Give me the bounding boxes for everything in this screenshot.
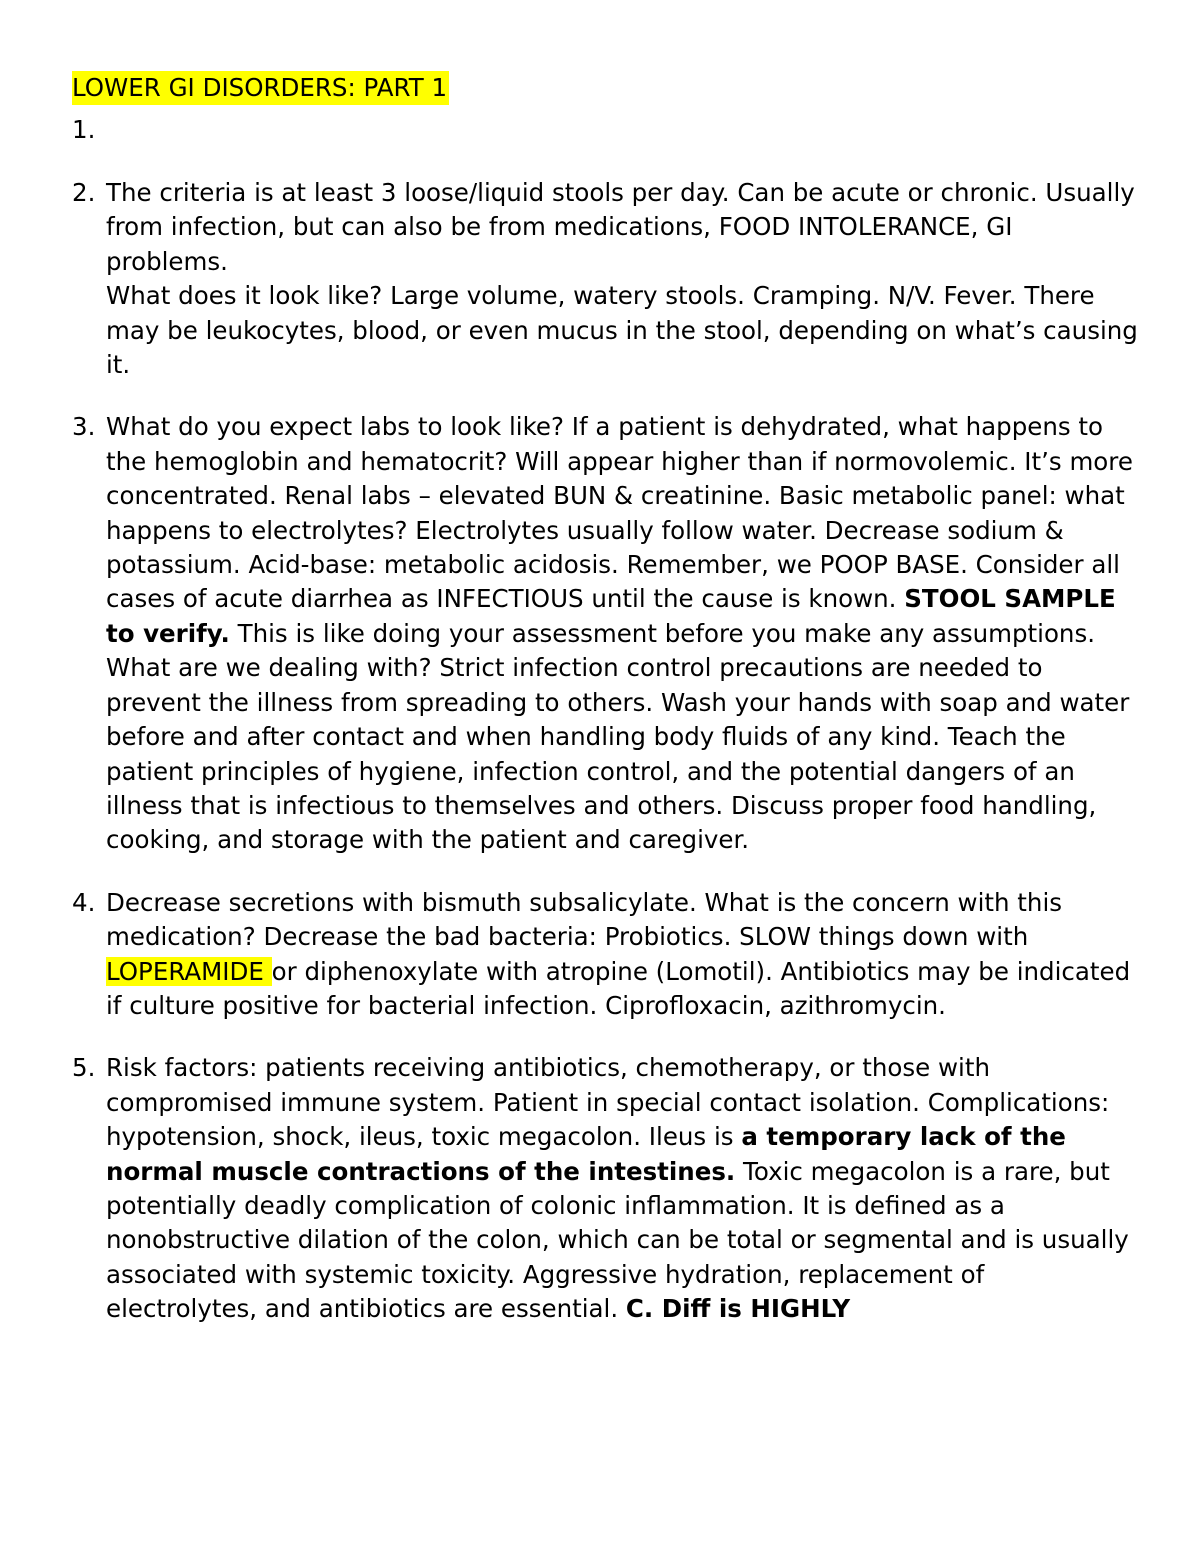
bold-text: C. Diff is HIGHLY — [625, 1294, 851, 1324]
highlighted-text: LOPERAMIDE — [106, 956, 272, 986]
list-item-number: 4. — [72, 887, 96, 917]
document-title: LOWER GI DISORDERS: PART 1 — [72, 71, 449, 105]
numbered-list — [72, 113, 1140, 1327]
text-run: Risk factors: patients receiving antibiotics, chemotherapy, or those with compromised immune system. Patient in special contact isolation. Complications: hypotension, shock, ileus, toxic megacolon. Ileus is — [106, 1053, 1110, 1152]
text-run: or diphenoxylate with atropine (Lomotil). Antibiotics may be indicated if culture positive for bacterial infection. Ciprofloxacin, azithromycin. — [106, 956, 1131, 1020]
list-item-paragraph — [106, 410, 1140, 857]
list-item-number: 3. — [72, 412, 96, 442]
list-item-paragraph — [106, 1051, 1140, 1326]
bold-text: STOOL SAMPLE to verify. — [106, 584, 1116, 648]
list-item-number: 2. — [72, 178, 96, 207]
list-item — [72, 176, 1140, 382]
list-item-paragraph — [106, 886, 1140, 1024]
list-item-number: 5. — [72, 1053, 96, 1083]
list-item — [72, 113, 1140, 147]
list-item — [72, 410, 1140, 857]
list-item — [72, 886, 1140, 1024]
text-run: What does it look like? Large volume, watery stools. Cramping. N/V. Fever. There may be leukocytes, blood, or even mucus in the stool, depending on what’s causing it. — [106, 281, 1138, 380]
text-run: Decrease secretions with bismuth subsalicylate. What is the concern with this medication? Decrease the bad bacteria: Probiotics. SLOW things down with — [106, 887, 1063, 952]
list-item — [72, 1051, 1140, 1326]
text-run: What do you expect labs to look like? If a patient is dehydrated, what happens to the hemoglobin and hematocrit? Will appear higher than if normovolemic. It’s more concentrated. Renal labs – elevated BUN & creatinine. Basic metabolic panel: what happens to electrolytes? Electrolytes usually follow water. Decrease sodium & potassium. Acid-base: metabolic acidosis. Remember, we POOP BASE. Consider all cases of acute diarrhea as INFECTIOUS until the cause is known. — [106, 412, 1133, 614]
list-item-number: 1. — [72, 115, 96, 144]
text-run: The criteria is at least 3 loose/liquid stools per day. Can be acute or chronic. Usually from infection, but can also be from medications, FOOD INTOLERANCE, GI problems. — [106, 178, 1135, 276]
list-item-paragraph — [106, 176, 1140, 279]
text-run: Toxic megacolon is a rare, but potentially deadly complication of colonic inflammation. It is defined as a nonobstructive dilation of the colon, which can be total or segmental and is usually associated with systemic toxicity. Aggressive hydration, replacement of electrolytes, and antibiotics are essential. — [106, 1156, 1129, 1324]
bold-text: a temporary lack of the normal muscle contractions of the intestines. — [106, 1122, 1066, 1186]
list-item-paragraph — [106, 279, 1140, 382]
text-run: This is like doing your assessment before you make any assumptions. What are we dealing with? Strict infection control precautions are needed to prevent the illness from spreading to others. Wash your hands with soap and water before and after contact and when handling body fluids of any kind. Teach the patient principles of hygiene, infection control, and the potential dangers of an illness that is infectious to themselves and others. Discuss proper food handling, cooking, and storage with the patient and caregiver. — [106, 618, 1130, 855]
